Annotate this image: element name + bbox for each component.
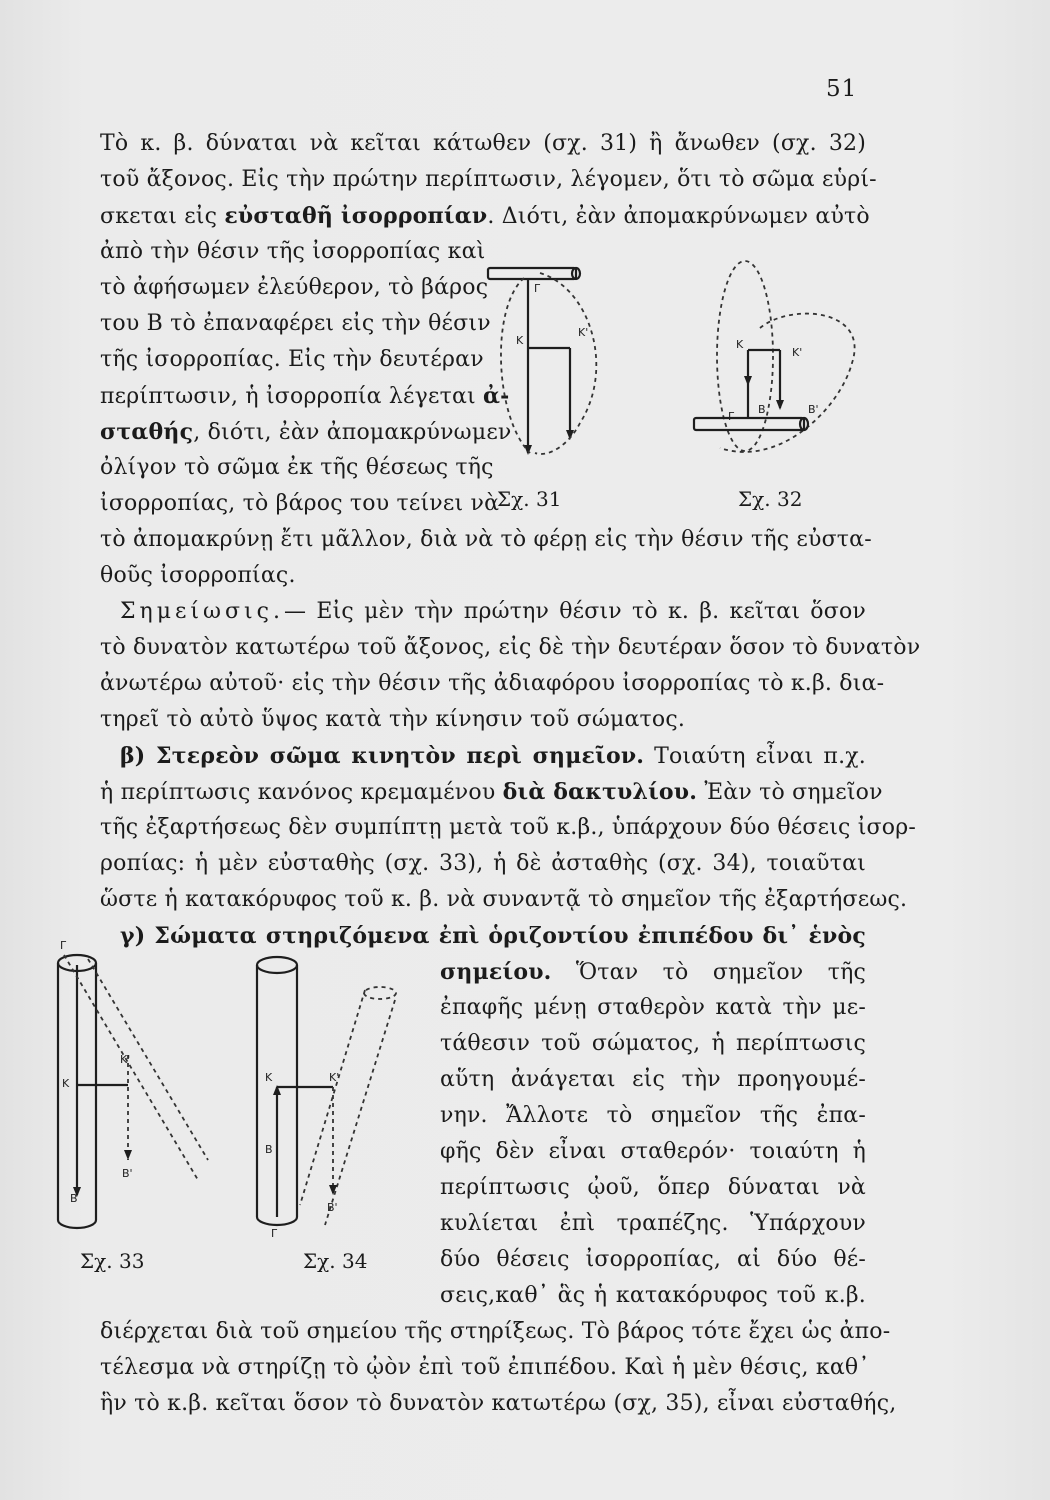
label-b-prime: Β': [808, 403, 819, 416]
text-line: ἀνωτέρω αὐτοῦ· εἰς τὴν θέσιν τῆς ἀδιαφόρου ἰσορροπίας τὸ κ.β. δια-: [100, 671, 885, 696]
text-line: τῆς ἐξαρτήσεως δὲν συμπίπτῃ μετὰ τοῦ κ.β., ὑπάρχουν δύο θέσεις ἰσορ-: [100, 815, 916, 840]
figure-32: [680, 248, 870, 478]
page-number: 51: [826, 76, 858, 102]
text-line: τὸ ἀπομακρύνῃ ἔτι μᾶλλον, διὰ νὰ τὸ φέρῃ εἰς τὴν θέσιν τῆς εὐστα-: [100, 527, 872, 552]
text-line: ἣν τὸ κ.β. κεῖται ὅσον τὸ δυνατὸν κατωτέρω (σχ, 35), εἶναι εὐσταθής,: [100, 1391, 897, 1416]
figure-31-caption: Σχ. 31: [497, 487, 562, 511]
text-line: τέλεσμα νὰ στηρίζῃ τὸ ᾠὸν ἐπὶ τοῦ ἐπιπέδου. Καὶ ἡ μὲν θέσις, καθ᾿: [100, 1355, 870, 1380]
label-k: Κ: [62, 1077, 70, 1090]
text-line: τὸ ἀφήσωμεν ἐλεύθερον, τὸ βάρος: [100, 275, 489, 300]
label-gamma: Γ: [60, 939, 67, 952]
label-k-prime: Κ': [329, 1071, 340, 1084]
term-unstable: σταθής: [100, 419, 194, 445]
label-k-prime: Κ': [120, 1053, 131, 1066]
text-line: Τὸ κ. β. δύναται νὰ κεῖται κάτωθεν (σχ. 31) ἢ ἄνωθεν (σχ. 32): [100, 131, 866, 156]
text-line: διέρχεται διὰ τοῦ σημείου τῆς στηρίξεως. Τὸ βάρος τότε ἔχει ὡς ἀπο-: [100, 1319, 891, 1344]
label-gamma: Γ: [728, 410, 735, 423]
text-line: σκεται εἰς εὐσταθῆ ἰσορροπίαν. Διότι, ἐὰν ἀπομακρύνωμεν αὐτὸ: [100, 203, 870, 229]
text-line: β) Στερεὸν σῶμα κινητὸν περὶ σημεῖον. Τοιαύτη εἶναι π.χ.: [120, 743, 866, 769]
text-line: περίπτωσιν, ἡ ἰσορροπία λέγεται ἀ-: [100, 383, 510, 409]
label-k-prime: Κ': [578, 326, 589, 339]
text-line: σεις,καθ᾿ ἃς ἡ κατακόρυφος τοῦ κ.β.: [440, 1283, 866, 1308]
figure-34: [245, 945, 415, 1245]
text-line: τὸ δυνατὸν κατωτέρω τοῦ ἄξονος, εἰς δὲ τὴν δευτέραν ὅσον τὸ δυνατὸν: [100, 635, 921, 660]
figure-33-caption: Σχ. 33: [80, 1249, 145, 1273]
text-line: ἐπαφῆς μένῃ σταθερὸν κατὰ τὴν με-: [440, 995, 866, 1020]
text-line: νην. Ἄλλοτε τὸ σημεῖον τῆς ἐπα-: [440, 1103, 866, 1128]
text-line: του Β τὸ ἐπαναφέρει εἰς τὴν θέσιν: [100, 311, 491, 336]
figure-32-caption: Σχ. 32: [738, 487, 803, 511]
text-line: φῆς δὲν εἶναι σταθερόν· τοιαύτη ἡ: [440, 1139, 866, 1164]
text-line: αὕτη ἀνάγεται εἰς τὴν προηγουμέ-: [440, 1067, 866, 1092]
text-line: κυλίεται ἐπὶ τραπέζης. Ὑπάρχουν: [440, 1211, 866, 1236]
label-b-prime: Β': [327, 1201, 338, 1214]
figure-33: [48, 939, 218, 1245]
text-line: θοῦς ἰσορροπίας.: [100, 563, 296, 588]
text-line: τηρεῖ τὸ αὐτὸ ὕψος κατὰ τὴν κίνησιν τοῦ σώματος.: [100, 707, 686, 732]
section-beta-heading: β) Στερεὸν σῶμα κινητὸν περὶ σημεῖον.: [120, 743, 645, 769]
note-heading: Σημείωσις.: [120, 599, 284, 624]
text-line: ὥστε ἡ κατακόρυφος τοῦ κ. β. νὰ συναντᾷ τὸ σημεῖον τῆς ἐξαρτήσεως.: [100, 887, 908, 912]
label-k: Κ: [736, 338, 744, 351]
text-line: σταθής, διότι, ἐὰν ἀπομακρύνωμεν: [100, 419, 512, 445]
figure-31: [480, 248, 640, 478]
text-line: ροπίας: ἡ μὲν εὐσταθὴς (σχ. 33), ἡ δὲ ἀσταθὴς (σχ. 34), τοιαῦται: [100, 851, 866, 876]
label-gamma: Γ: [271, 1227, 278, 1240]
label-b: Β: [70, 1192, 78, 1205]
label-k: Κ: [516, 334, 524, 347]
label-b: Β: [758, 403, 766, 416]
term-stable-equilibrium: εὐσταθῆ ἰσορροπίαν: [224, 203, 488, 229]
figure-34-caption: Σχ. 34: [303, 1249, 368, 1273]
label-b: Β: [265, 1143, 273, 1156]
section-gamma-heading: γ) Σώματα στηριζόμενα ἐπὶ ὁριζοντίου ἐπιπέδου δι᾿ ἑνὸς: [120, 923, 866, 949]
text-line: ἀπὸ τὴν θέσιν τῆς ἰσορροπίας καὶ: [100, 239, 486, 264]
label-gamma: Γ: [534, 282, 541, 295]
text-line: δύο θέσεις ἰσορροπίας, αἱ δύο θέ-: [440, 1247, 866, 1272]
text-line: περίπτωσις ᾠοῦ, ὅπερ δύναται νὰ: [440, 1175, 866, 1200]
label-k-prime: Κ': [792, 346, 803, 359]
text-line: ἰσορροπίας, τὸ βάρος του τείνει νὰ: [100, 491, 500, 516]
text-line: τοῦ ἄξονος. Εἰς τὴν πρώτην περίπτωσιν, λέγομεν, ὅτι τὸ σῶμα εὑρί-: [100, 167, 877, 192]
text-line: Σημείωσις.— Εἰς μὲν τὴν πρώτην θέσιν τὸ κ. β. κεῖται ὅσον: [100, 598, 866, 626]
text-line: ἡ περίπτωσις κανόνος κρεμαμένου διὰ δακτυλίου. Ἐὰν τὸ σημεῖον: [100, 779, 883, 805]
text-line: τῆς ἰσορροπίας. Εἰς τὴν δευτέραν: [100, 347, 484, 372]
text-line: τάθεσιν τοῦ σώματος, ἡ περίπτωσις: [440, 1031, 866, 1056]
text-line: σημείου. Ὅταν τὸ σημεῖον τῆς: [440, 959, 866, 985]
text-line: ὀλίγον τὸ σῶμα ἐκ τῆς θέσεως τῆς: [100, 455, 494, 480]
label-b-prime: Β': [122, 1167, 133, 1180]
label-k: Κ: [265, 1071, 273, 1084]
